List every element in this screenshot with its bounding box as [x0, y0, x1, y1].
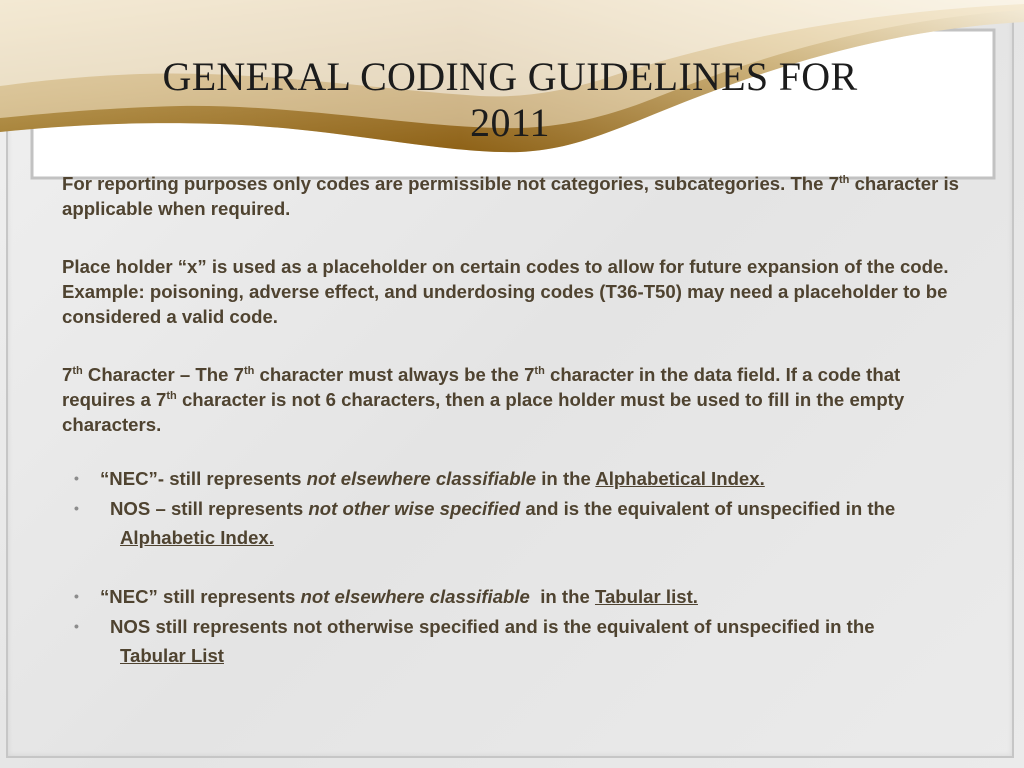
bullet-icon: •	[74, 500, 79, 516]
slide-title	[40, 54, 980, 146]
list-item	[62, 466, 962, 491]
p3-text-a: 7	[62, 364, 73, 385]
bullet-icon: •	[74, 618, 79, 634]
paragraph-seventh-character	[62, 362, 962, 437]
bullet-icon: •	[74, 588, 79, 604]
bullet-text: NOS – still represents	[110, 498, 309, 519]
paragraph-placeholder: Place holder “x” is used as a placeholder on certain codes to allow for future expansion of the code. Example: poisoning, adverse effect, and underdosing codes (T36-T50) may need a placeholder to be considered a valid code.	[62, 256, 949, 327]
bullet-italic-text: not elsewhere classifiable	[300, 586, 530, 607]
bullet-italic-text: not other wise specified	[308, 498, 521, 519]
sub-line	[62, 525, 962, 550]
p3-text-d: character in the data field. If a code that requires a 7	[62, 364, 901, 410]
p3-text-b: Character – The 7	[82, 364, 244, 385]
bullet-italic-text: not elsewhere classifiable	[306, 468, 537, 489]
bullet-text: and is the equivalent of unspecified in the	[520, 498, 896, 519]
tabular-list-link[interactable]: Tabular list.	[594, 586, 698, 607]
list-item	[62, 614, 962, 668]
p3-sup-1: th	[72, 365, 83, 377]
p3-sup-2: th	[243, 365, 255, 377]
p3-sup-3: th	[534, 365, 545, 377]
bullet-text: NOS still represents not otherwise specified and is the equivalent of unspecified in the	[110, 616, 875, 637]
p3-text-c: character must always be the 7	[254, 364, 535, 385]
bullet-text: in the	[536, 468, 596, 489]
p1-text-a: For reporting purposes only codes are permissible not categories, subcategories. The 7	[62, 173, 840, 194]
bullet-list-tabular	[62, 584, 962, 668]
title-line-2: 2011	[470, 100, 550, 145]
bullet-text: “NEC”- still represents	[100, 468, 307, 489]
bullet-text: “NEC” still represents	[100, 586, 301, 607]
p1-text-b: character is applicable when required.	[62, 173, 959, 219]
list-item	[62, 584, 962, 609]
slide-body	[62, 171, 962, 673]
list-item	[62, 496, 962, 550]
alphabetic-index-link[interactable]: Alphabetic Index.	[120, 527, 274, 548]
p1-sup: th	[839, 174, 850, 186]
title-line-1: GENERAL CODING GUIDELINES FOR	[162, 54, 858, 99]
bullet-icon: •	[74, 470, 79, 486]
p3-text-e: character is not 6 characters, then a place holder must be used to fill in the empty characters.	[62, 389, 905, 435]
tabular-list-link[interactable]: Tabular List	[120, 645, 224, 666]
sub-line	[62, 643, 962, 668]
paragraph-reporting	[62, 171, 962, 221]
bullet-text: in the	[529, 586, 595, 607]
bullet-list-alphabetic	[62, 466, 962, 550]
alphabetical-index-link[interactable]: Alphabetical Index.	[595, 468, 765, 489]
p3-sup-4: th	[166, 390, 177, 402]
